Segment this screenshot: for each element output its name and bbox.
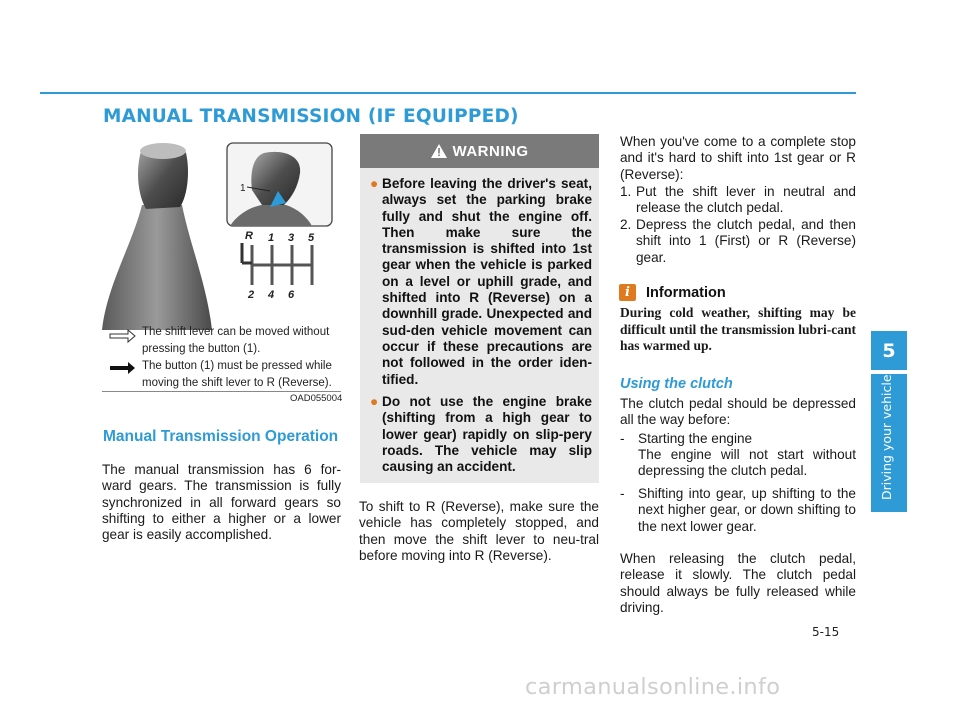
warning-item-text: Do not use the engine brake (shifting from a high gear to lower gear) rapidly on slip-pery roads. The vehicle may slip causing an accident. [382,394,592,475]
gear-label-r: R [245,230,253,242]
gear-label-5: 5 [308,232,315,244]
clutch-item-subtext: The engine will not start without depressing the clutch pedal. [638,447,856,479]
step-item [620,217,856,266]
reverse-shift-paragraph: To shift to R (Reverse), make sure the vehicle has completely stopped, and then move the shift lever to neu-tral before moving into R (Reverse). [359,499,599,563]
gear-label-1: 1 [268,232,275,244]
manual-transmission-heading: Manual Transmission Operation [103,428,339,445]
watermark: carmanualsonline.info [525,674,781,700]
information-text: During cold weather, shifting may be difficult until the transmission lubri-cant has warmed up. [620,305,856,353]
clutch-intro: The clutch pedal should be depressed all the way before: [620,396,856,428]
gear-label-3: 3 [288,232,295,244]
shift-boot [102,205,212,330]
clutch-item-note [620,447,856,480]
gear-pattern [242,243,312,285]
outline-arrow-icon [110,330,135,342]
dash-marker: - [620,486,625,501]
step-text: Depress the clutch pedal, and then shift into 1 (First) or R (Reverse) gear. [636,217,856,265]
top-rule [40,92,856,94]
figure-divider [102,391,341,392]
dash-marker: - [620,431,625,446]
page-number: 5-15 [812,625,840,639]
clutch-item [620,431,856,447]
warning-item [370,394,592,475]
clutch-item-text: Shifting into gear, up shifting to the next higher gear, or down shifting to the next lower gear. [638,486,856,534]
warning-triangle-icon [431,144,447,158]
bullet-icon: ● [370,394,379,409]
manual-transmission-paragraph: The manual transmission has 6 for-ward gears. The transmission is fully synchronized in all forward gears so shifting to either a higher or a lower gear is easily accomplished. [102,462,341,543]
step-number: 1. [620,184,632,199]
clutch-release-paragraph: When releasing the clutch pedal, release it slowly. The clutch pedal should always be fully released while driving. [620,551,856,615]
figure-legend-2: The button (1) must be pressed while moving the shift lever to R (Reverse). [142,360,332,389]
chapter-label: Driving your vehicle [879,374,894,500]
step-number: 2. [620,217,632,232]
gear-label-4: 4 [268,289,275,301]
figure-code: OAD055004 [290,393,343,404]
gear-label-2: 2 [248,289,255,301]
bullet-icon: ● [370,176,379,191]
using-clutch-heading: Using the clutch [620,376,733,392]
chapter-number-tab: 5 [871,331,907,370]
gear-label-6: 6 [288,289,295,301]
information-title: Information [646,284,726,301]
info-icon: i [619,284,636,301]
figure-legend-1: The shift lever can be moved without pressing the button (1). [142,326,330,355]
warning-item [370,176,592,388]
section-title: MANUAL TRANSMISSION (IF EQUIPPED) [103,106,519,127]
solid-arrow-icon [110,362,135,374]
warning-title: WARNING [452,142,529,160]
step-text: Put the shift lever in neutral and release the clutch pedal. [636,184,856,216]
stop-shift-intro: When you've come to a complete stop and it's hard to shift into 1st gear or R (Reverse): [620,134,856,182]
clutch-item [620,486,856,535]
warning-item-text: Before leaving the driver's seat, always set the parking brake fully and shut the engine off. Then make sure the transmission is shifted into 1st gear when the vehicle is parked on a level or uphill grade, and shifted into R (Reverse) on a downhill grade. Unexpected and sud-den vehicle movement can occur if these precautions are not followed in the order iden-tified. [382,176,592,387]
warning-header [360,134,599,168]
clutch-item-text: Starting the engine [638,431,753,446]
callout-number: 1 [240,183,246,194]
step-item [620,184,856,217]
information-heading [619,284,726,301]
